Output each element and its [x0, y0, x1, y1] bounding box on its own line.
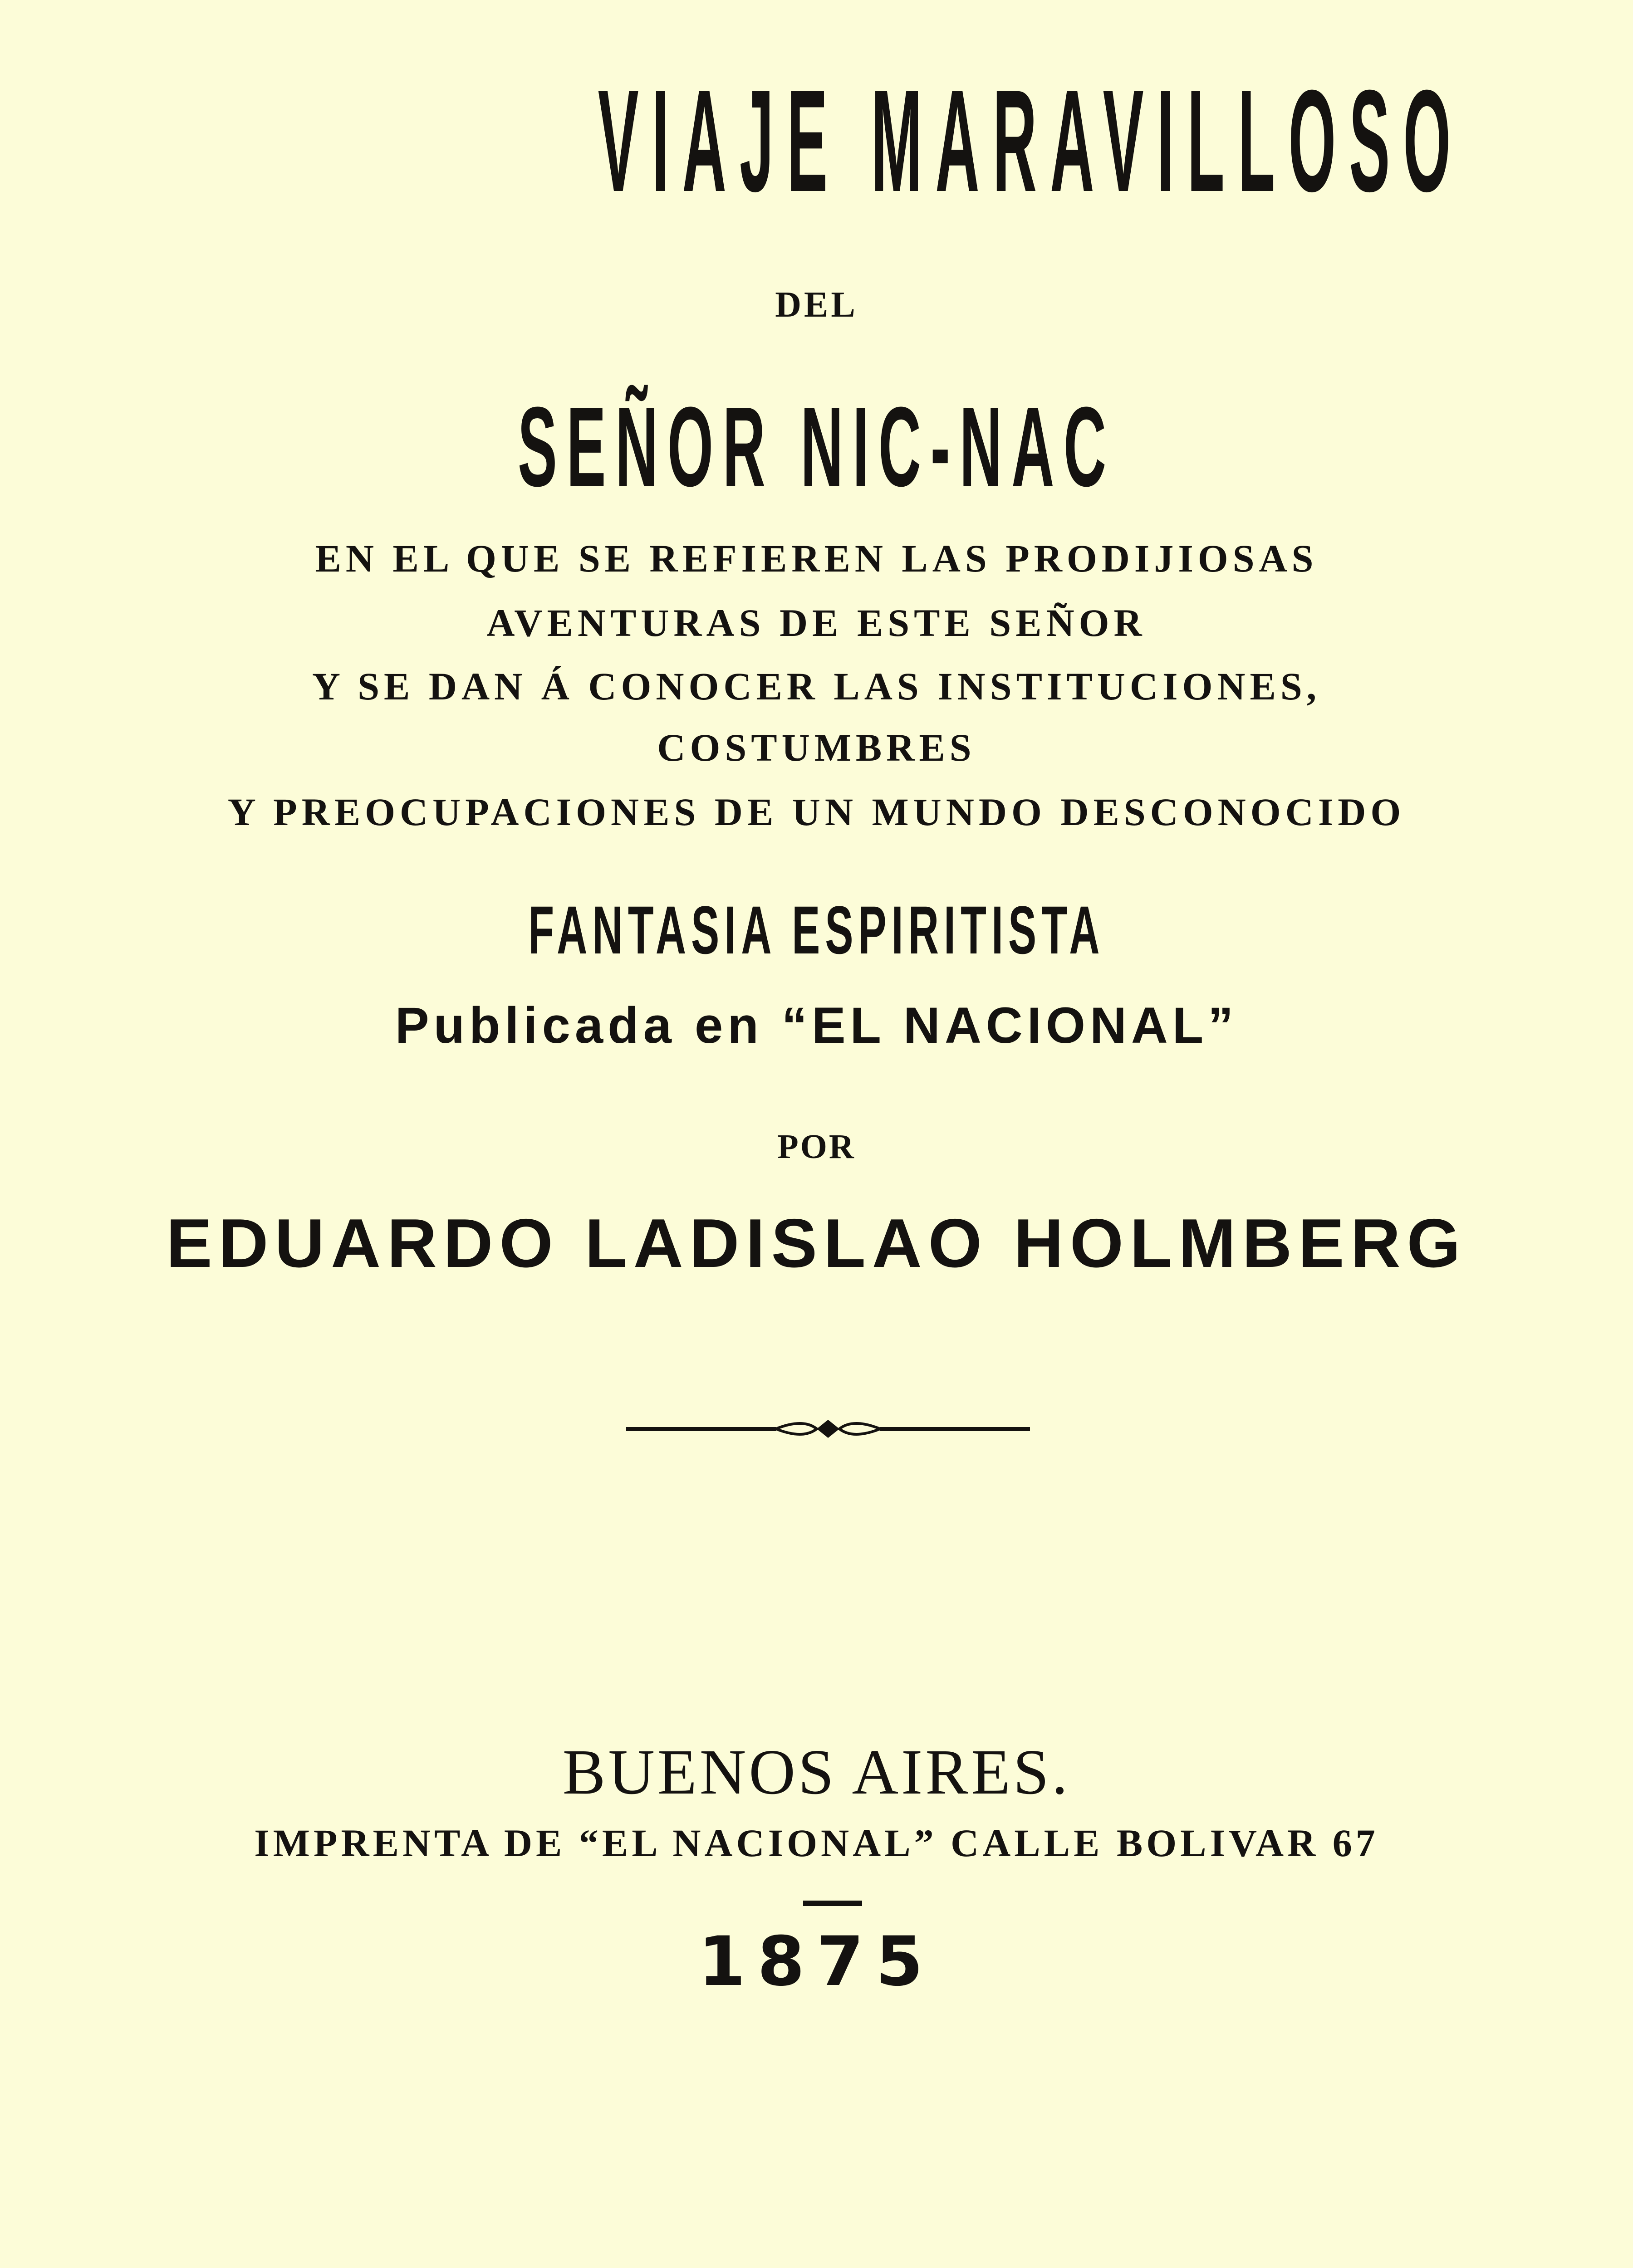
- publication-year: 1875: [698, 1922, 935, 2001]
- short-rule: [803, 1901, 862, 1906]
- subtitle-line: COSTUMBRES: [657, 726, 976, 769]
- subtitle-line: EN EL QUE SE REFIEREN LAS PRODIJIOSAS: [315, 537, 1318, 580]
- printer-imprint: IMPRENTA DE “EL NACIONAL” CALLE BOLIVAR 67: [254, 1821, 1379, 1865]
- book-title: [0, 59, 1633, 222]
- by-label: POR: [777, 1128, 856, 1166]
- genre-label-text: FANTASIA ESPIRITISTA: [528, 892, 1105, 968]
- subtitle-line: Y SE DAN Á CONOCER LAS INSTITUCIONES,: [312, 665, 1321, 708]
- ornament-divider: [626, 1415, 1030, 1442]
- subtitle-line: AVENTURAS DE ESTE SEÑOR: [486, 601, 1147, 645]
- publication-note: Publicada en “EL NACIONAL”: [395, 997, 1238, 1054]
- subtitle-line: Y PREOCUPACIONES DE UN MUNDO DESCONOCIDO: [227, 790, 1406, 834]
- character-name-text: SEÑOR NIC-NAC: [517, 383, 1116, 510]
- character-name: [0, 383, 1633, 510]
- title-connector: DEL: [775, 285, 858, 325]
- book-title-text: VIAJE MARAVILLOSO: [598, 59, 1464, 222]
- genre-label: [0, 892, 1633, 968]
- author-name: EDUARDO LADISLAO HOLMBERG: [166, 1205, 1467, 1282]
- publication-city: BUENOS AIRES.: [562, 1736, 1071, 1808]
